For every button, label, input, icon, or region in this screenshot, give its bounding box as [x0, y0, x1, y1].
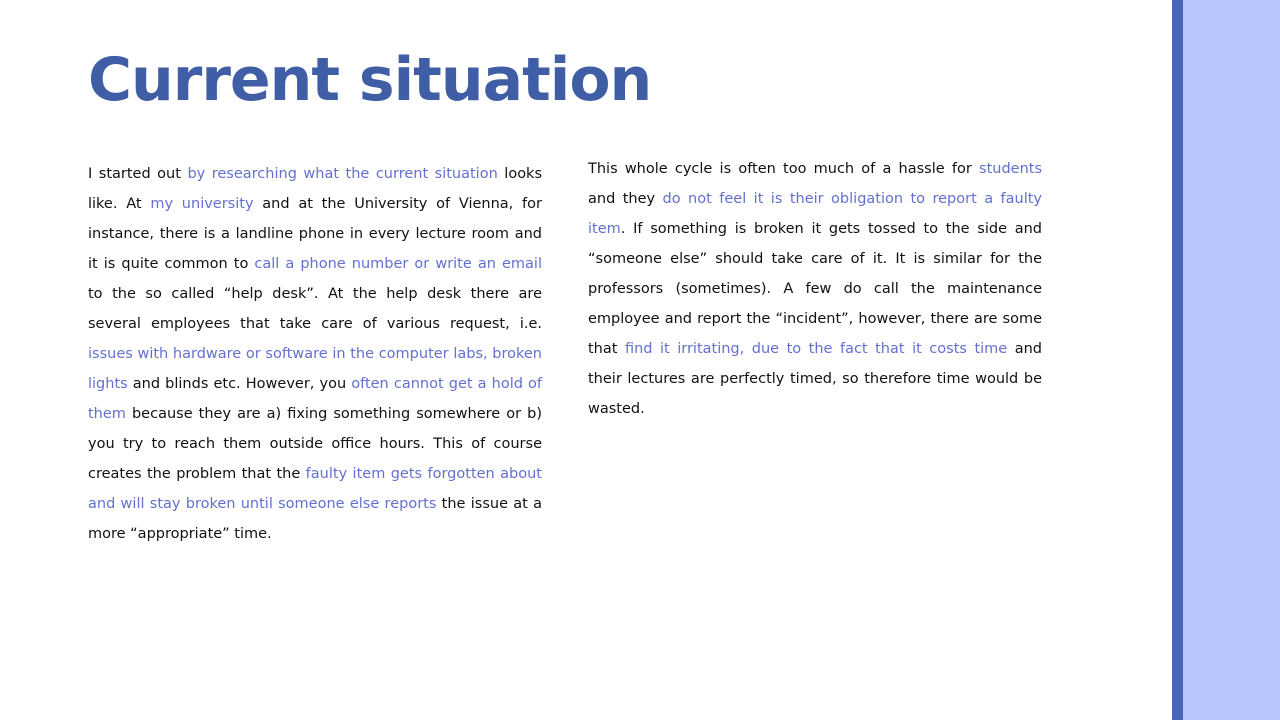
highlighted-phrase: call a phone number or write an email	[254, 256, 542, 272]
text-segment: and blinds etc. However, you	[127, 376, 352, 392]
text-segment: because they are a) fixing something somewhere or b) you try to reach them outside office hours. This of course creates the problem that the	[88, 406, 542, 482]
text-segment: and at the University of Vienna, for instance, there is a landline phone in every lecture room and it is quite common to	[88, 196, 542, 272]
text-segment: . If something is broken it gets tossed to the side and “someone else” should take care of it. It is similar for the professors (sometimes). A few do call the maintenance employee and report the “incident”, however, there are some that	[588, 221, 1042, 357]
text-segment: looks like. At	[88, 166, 543, 212]
highlighted-phrase: do not feel it is their obligation to report a faulty item	[588, 191, 1043, 237]
text-segment: and their lectures are perfectly timed, so therefore time would be wasted.	[588, 341, 1043, 417]
decorative-stripe-dark	[1172, 0, 1183, 720]
text-segment: the issue at a more “appropriate” time.	[88, 496, 543, 542]
text-segment: and they	[588, 191, 663, 207]
highlighted-phrase: often cannot get a hold of them	[88, 376, 542, 422]
text-segment: I started out	[88, 166, 188, 182]
decorative-stripe-light	[1183, 0, 1280, 720]
page-title: Current situation	[88, 45, 652, 115]
highlighted-phrase: students	[979, 161, 1042, 177]
highlighted-phrase: find it irritating, due to the fact that it costs time	[624, 341, 1008, 357]
highlighted-phrase: issues with hardware or software in the computer labs, broken lights	[88, 346, 542, 392]
left-text-column	[88, 159, 542, 549]
right-text-column	[588, 154, 1042, 424]
text-segment: This whole cycle is often too much of a hassle for	[588, 161, 980, 177]
highlighted-phrase: faulty item gets forgotten about and will stay broken until someone else reports	[88, 466, 542, 512]
highlighted-phrase: my university	[150, 196, 254, 212]
highlighted-phrase: by researching what the current situation	[187, 166, 498, 182]
text-segment: to the so called “help desk”. At the help desk there are several employees that take care of various request, i.e.	[88, 286, 542, 332]
